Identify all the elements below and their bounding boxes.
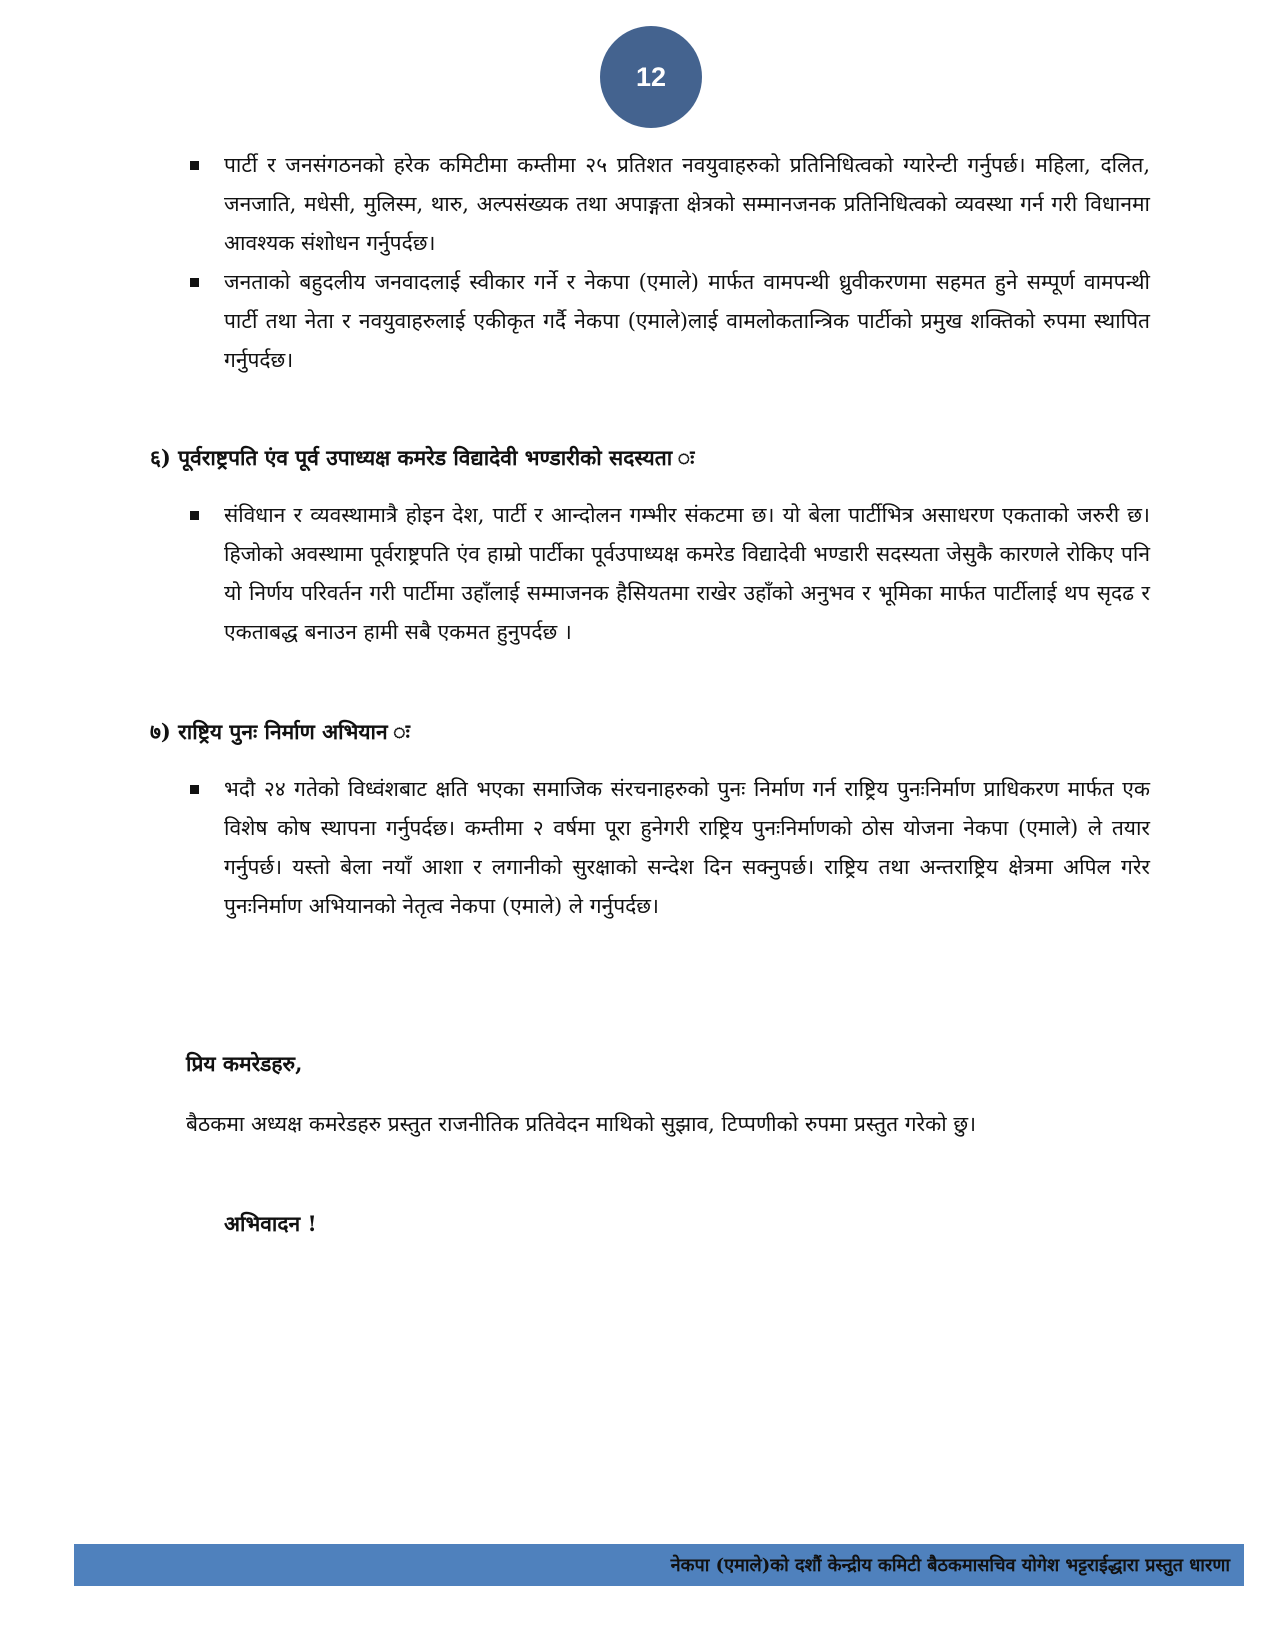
- salutation: प्रिय कमरेडहरु,: [186, 1051, 303, 1076]
- list-item: [190, 496, 1150, 652]
- footer-text: नेकपा (एमाले)को दशौं केन्द्रीय कमिटी बैठकमासचिव योगेश भट्टराईद्धारा प्रस्तुत धारणा: [670, 1555, 1230, 1576]
- footer-bar: [74, 1544, 1244, 1586]
- top-bullet-list: [190, 146, 1150, 380]
- bullet-text: जनताको बहुदलीय जनवादलाई स्वीकार गर्ने र नेकपा (एमाले) मार्फत वामपन्थी ध्रुवीकरणमा सहमत हुने सम्पूर्ण वामपन्थी पार्टी तथा नेता र नवयुवाहरुलाई एकीकृत गर्दै नेकपा (एमाले)लाई वामलोकतान्त्रिक पार्टीको प्रमुख शक्तिको रुपमा स्थापित गर्नुपर्दछ।: [224, 270, 1150, 372]
- section-7-bullet-list: [190, 770, 1150, 926]
- closing-greeting: अभिवादन !: [224, 1211, 317, 1236]
- section-6-heading: ६) पूर्वराष्ट्रपति एंव पूर्व उपाध्यक्ष कमरेड विद्यादेवी भण्डारीको सदस्यता ः: [150, 445, 695, 470]
- bullet-text: संविधान र व्यवस्थामात्रै होइन देश, पार्टी र आन्दोलन गम्भीर संकटमा छ। यो बेला पार्टीभित्र असाधरण एकताको जरुरी छ। हिजोको अवस्थामा पूर्वराष्ट्रपति एंव हाम्रो पार्टीका पूर्वउपाध्यक्ष कमरेड विद्यादेवी भण्डारी सदस्यता जेसुकै कारणले रोकिए पनि यो निर्णय परिवर्तन गरी पार्टीमा उहाँलाई सम्माजनक हैसियतमा राखेर उहाँको अनुभव र भूमिका मार्फत पार्टीलाई थप सृदढ र एकताबद्ध बनाउन हामी सबै एकमत हुनुपर्दछ ।: [224, 503, 1150, 644]
- square-bullet-icon: [190, 161, 199, 170]
- list-item: [190, 146, 1150, 263]
- section-7-heading: ७) राष्ट्रिय पुनः निर्माण अभियान ः: [150, 719, 410, 744]
- square-bullet-icon: [190, 511, 199, 520]
- list-item: [190, 770, 1150, 926]
- bullet-text: भदौ २४ गतेको विध्वंशबाट क्षति भएका समाजिक संरचनाहरुको पुनः निर्माण गर्न राष्ट्रिय पुनःनिर्माण प्राधिकरण मार्फत एक विशेष कोष स्थापना गर्नुपर्दछ। कम्तीमा २ वर्षमा पूरा हुनेगरी राष्ट्रिय पुनःनिर्माणको ठोस योजना नेकपा (एमाले) ले तयार गर्नुपर्छ। यस्तो बेला नयाँ आशा र लगानीको सुरक्षाको सन्देश दिन सक्नुपर्छ। राष्ट्रिय तथा अन्तराष्ट्रिय क्षेत्रमा अपिल गरेर पुनःनिर्माण अभियानको नेतृत्व नेकपा (एमाले) ले गर्नुपर्दछ।: [224, 777, 1150, 918]
- page-number: 12: [635, 61, 667, 92]
- page-number-badge: [600, 26, 702, 128]
- closing-paragraph: बैठकमा अध्यक्ष कमरेडहरु प्रस्तुत राजनीतिक प्रतिवेदन माथिको सुझाव, टिप्पणीको रुपमा प्रस्तुत गरेको छु।: [186, 1112, 977, 1136]
- section-6-bullet-list: [190, 496, 1150, 652]
- square-bullet-icon: [190, 278, 199, 287]
- bullet-text: पार्टी र जनसंगठनको हरेक कमिटीमा कम्तीमा २५ प्रतिशत नवयुवाहरुको प्रतिनिधित्वको ग्यारेन्टी गर्नुपर्छ। महिला, दलित, जनजाति, मधेसी, मुलिस्म, थारु, अल्पसंख्यक तथा अपाङ्गता क्षेत्रको सम्मानजनक प्रतिनिधित्वको व्यवस्था गर्न गरी विधानमा आवश्यक संशोधन गर्नुपर्दछ।: [224, 153, 1150, 255]
- list-item: [190, 263, 1150, 380]
- square-bullet-icon: [190, 785, 199, 794]
